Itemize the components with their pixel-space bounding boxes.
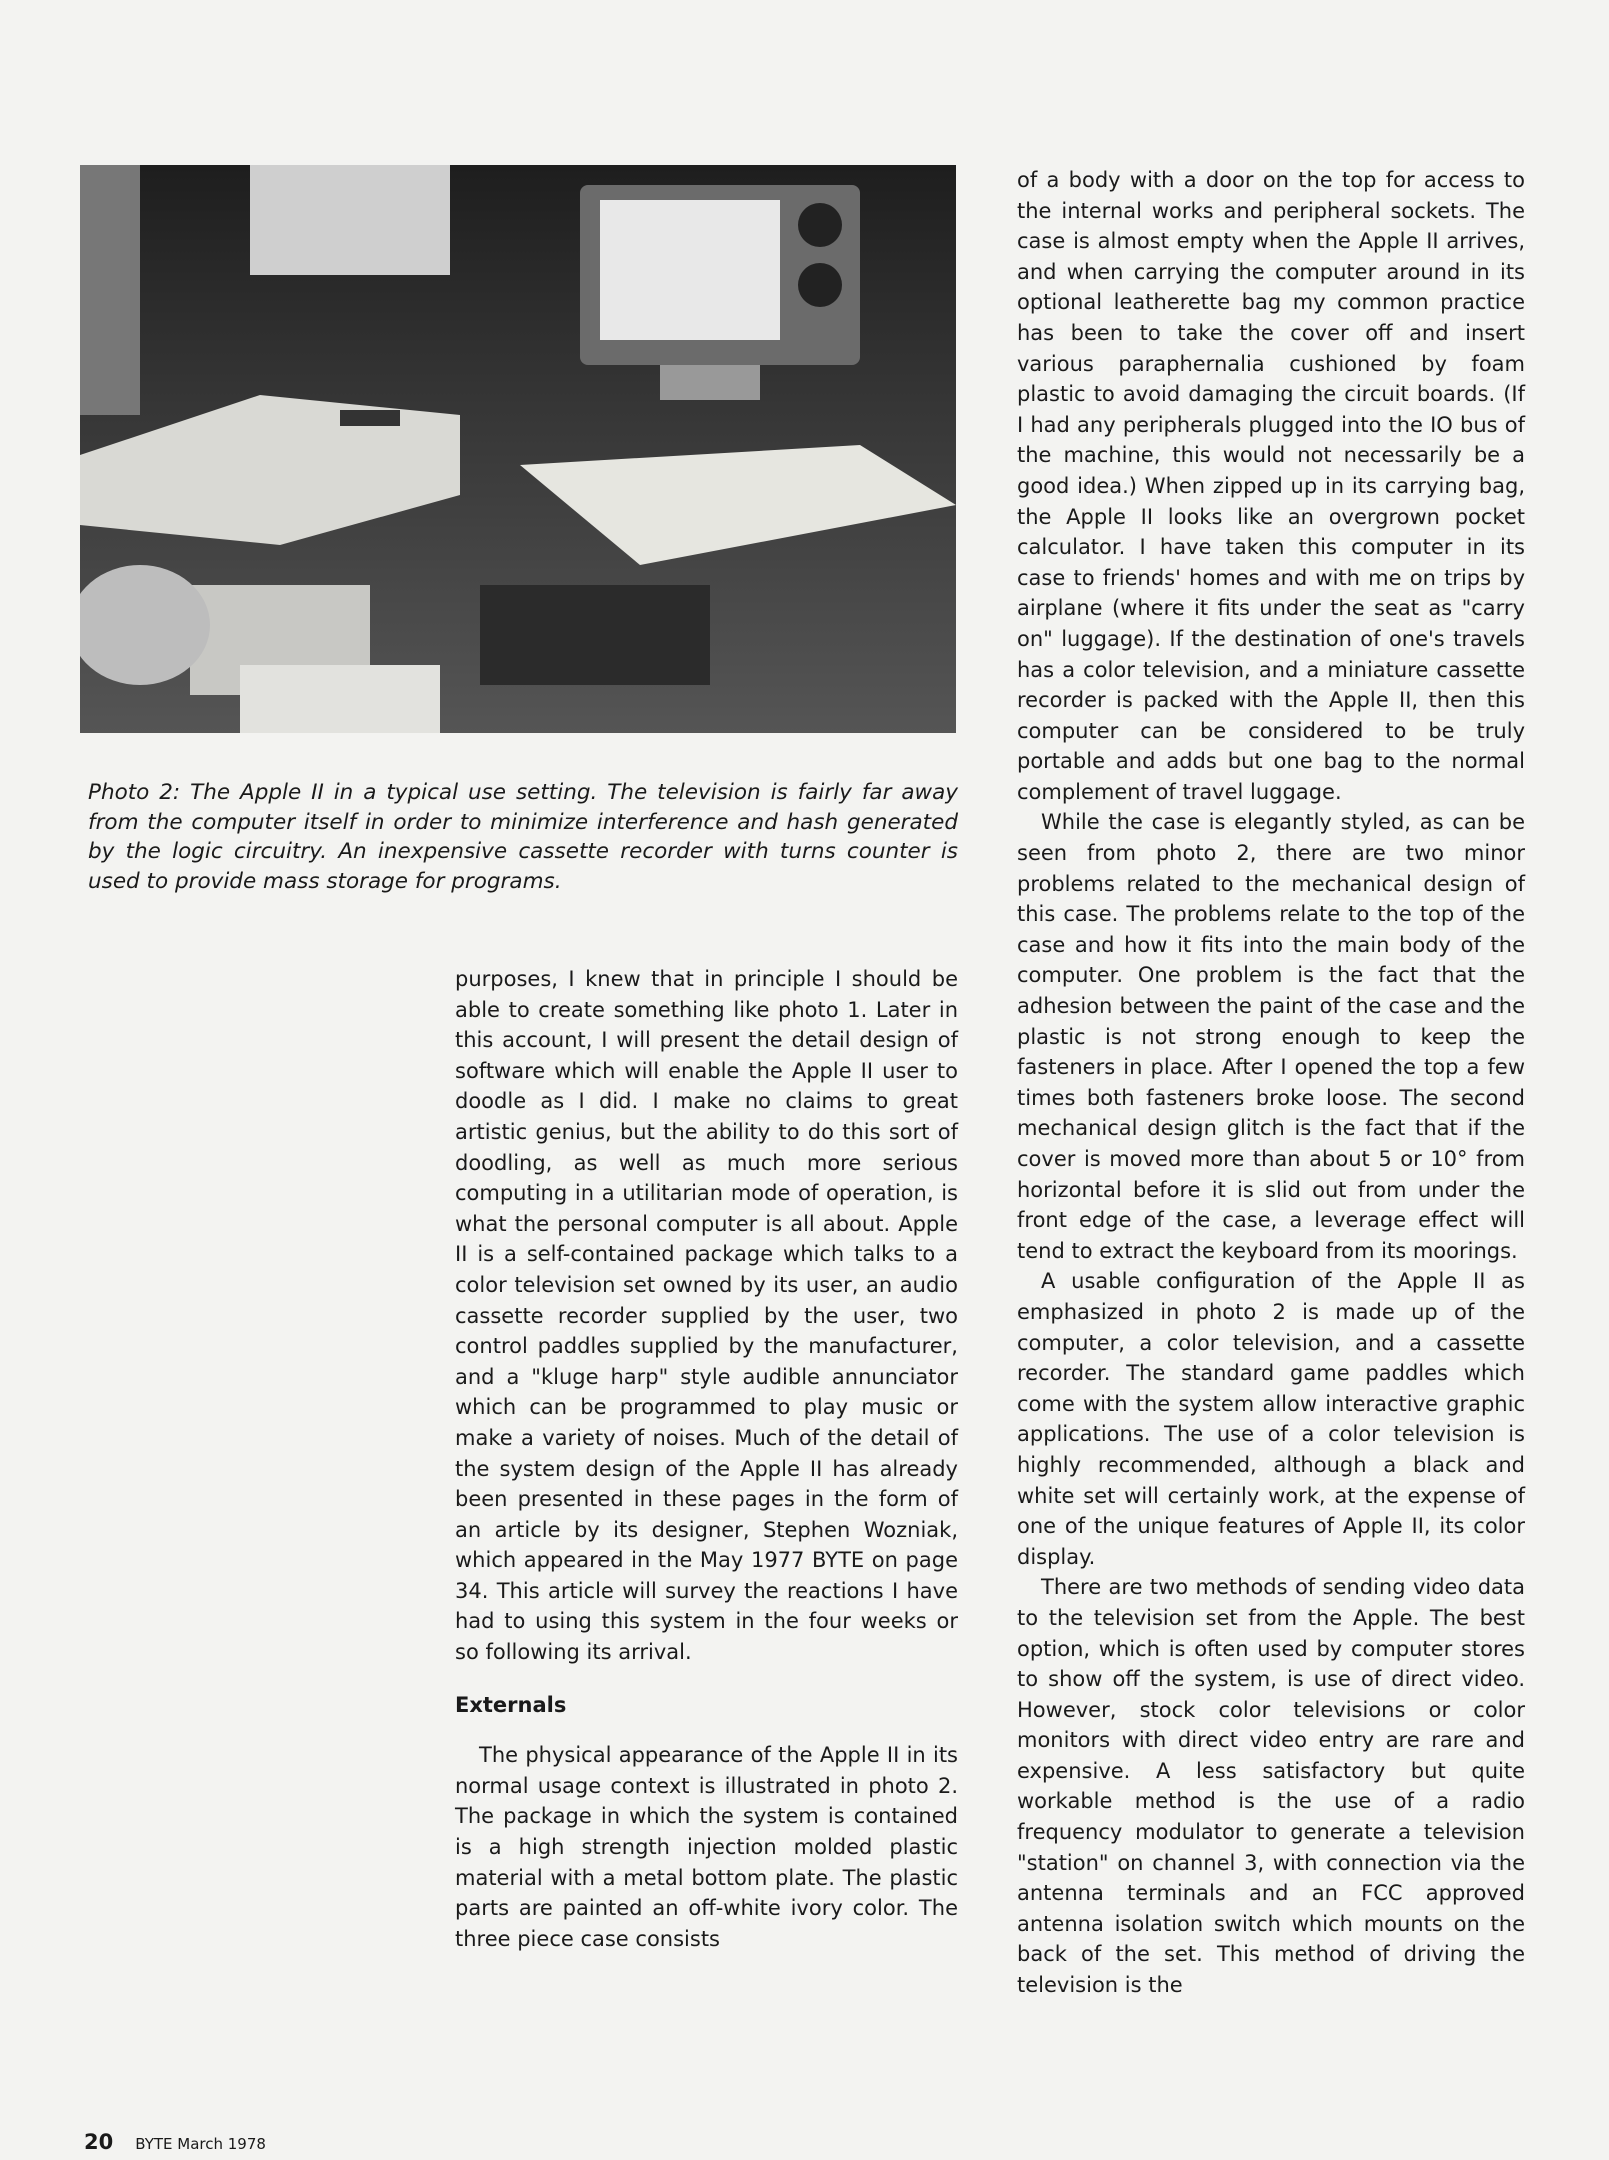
paragraph: A usable configuration of the Apple II as emphasized in photo 2 is made up of the computer, a color television, and a cassette recorder. The standard game paddles which come with the system allow interactive graphic applications. The use of a color television is highly recommended, although a black and white set will certainly work, at the expense of one of the unique features of Apple II, its color display.	[1017, 1269, 1525, 1569]
section-heading-externals: Externals	[455, 1692, 567, 1717]
paragraph: of a body with a door on the top for access to the internal works and peripheral sockets. The case is almost empty when the Apple II arrives, and when carrying the computer around in its optional leatherette bag my common practice has been to take the cover off and insert various paraphernalia cushioned by foam plastic to avoid damaging the circuit boards. (If I had any peripherals plugged into the IO bus of the machine, this would not necessarily be a good idea.) When zipped up in its carrying bag, the Apple II looks like an overgrown pocket calculator. I have taken this computer in its case to friends' homes and with me on trips by airplane (where it fits under the seat as "carry on" luggage). If the destination of one's travels has a color television, and a miniature cassette recorder is packed with the Apple II, then this computer can be considered to be truly portable and adds but one bag to the normal complement of travel luggage.	[1017, 168, 1525, 804]
middle-column	[455, 964, 958, 1954]
photo-caption: Photo 2: The Apple II in a typical use setting. The television is fairly far away from the computer itself in order to minimize interference and hash generated by the logic circuitry. An inexpensive cassette recorder with turns counter is used to provide mass storage for programs.	[88, 780, 958, 894]
page-number: 20	[84, 2130, 114, 2154]
paragraph: purposes, I knew that in principle I should be able to create something like photo 1. Later in this account, I will present the detail design of software which will enable the Apple II user to doodle as I did. I make no claims to great artistic genius, but the ability to do this sort of doodling, as well as much more serious computing in a utilitarian mode of operation, is what the personal computer is all about. Apple II is a self-contained package which talks to a color television set owned by its user, an audio cassette recorder supplied by the user, two control paddles supplied by the manufacturer, and a "kluge harp" style audible annunciator which can be programmed to play music or make a variety of noises. Much of the detail of the system design of the Apple II has already been presented in these pages in the form of an article by its designer, Stephen Wozniak, which appeared in the May 1977 BYTE on page 34. This article will survey the reactions I have had to using this system in the four weeks or so following its arrival.	[455, 967, 958, 1665]
right-column	[1017, 165, 1525, 2001]
photo-apple-ii-setup	[80, 165, 956, 733]
paragraph: There are two methods of sending video data to the television set from the Apple. The best option, which is often used by computer stores to show off the system, is use of direct video. However, stock color televisions or color monitors with direct video entry are rare and expensive. A less satisfactory but quite workable method is the use of a radio frequency modulator to generate a television "station" on channel 3, with connection via the antenna terminals and an FCC approved antenna isolation switch which mounts on the back of the set. This method of driving the television is the	[1017, 1575, 1525, 1998]
publication-info: BYTE March 1978	[135, 2135, 266, 2153]
paragraph: The physical appearance of the Apple II in its normal usage context is illustrated in photo 2. The package in which the system is contained is a high strength injection molded plastic material with a metal bottom plate. The plastic parts are painted an off-white ivory color. The three piece case consists	[455, 1743, 958, 1951]
paragraph: While the case is elegantly styled, as can be seen from photo 2, there are two minor problems related to the mechanical design of this case. The problems relate to the top of the case and how it fits into the main body of the computer. One problem is the fact that the adhesion between the paint of the case and the plastic is not strong enough to keep the fasteners in place. After I opened the top a few times both fasteners broke loose. The second mechanical design glitch is the fact that if the cover is moved more than about 5 or 10° from horizontal before it is slid out from under the front edge of the case, a leverage effect will tend to extract the keyboard from its moorings.	[1017, 810, 1525, 1263]
photo-illustration	[80, 165, 956, 733]
page-footer	[84, 2130, 266, 2154]
